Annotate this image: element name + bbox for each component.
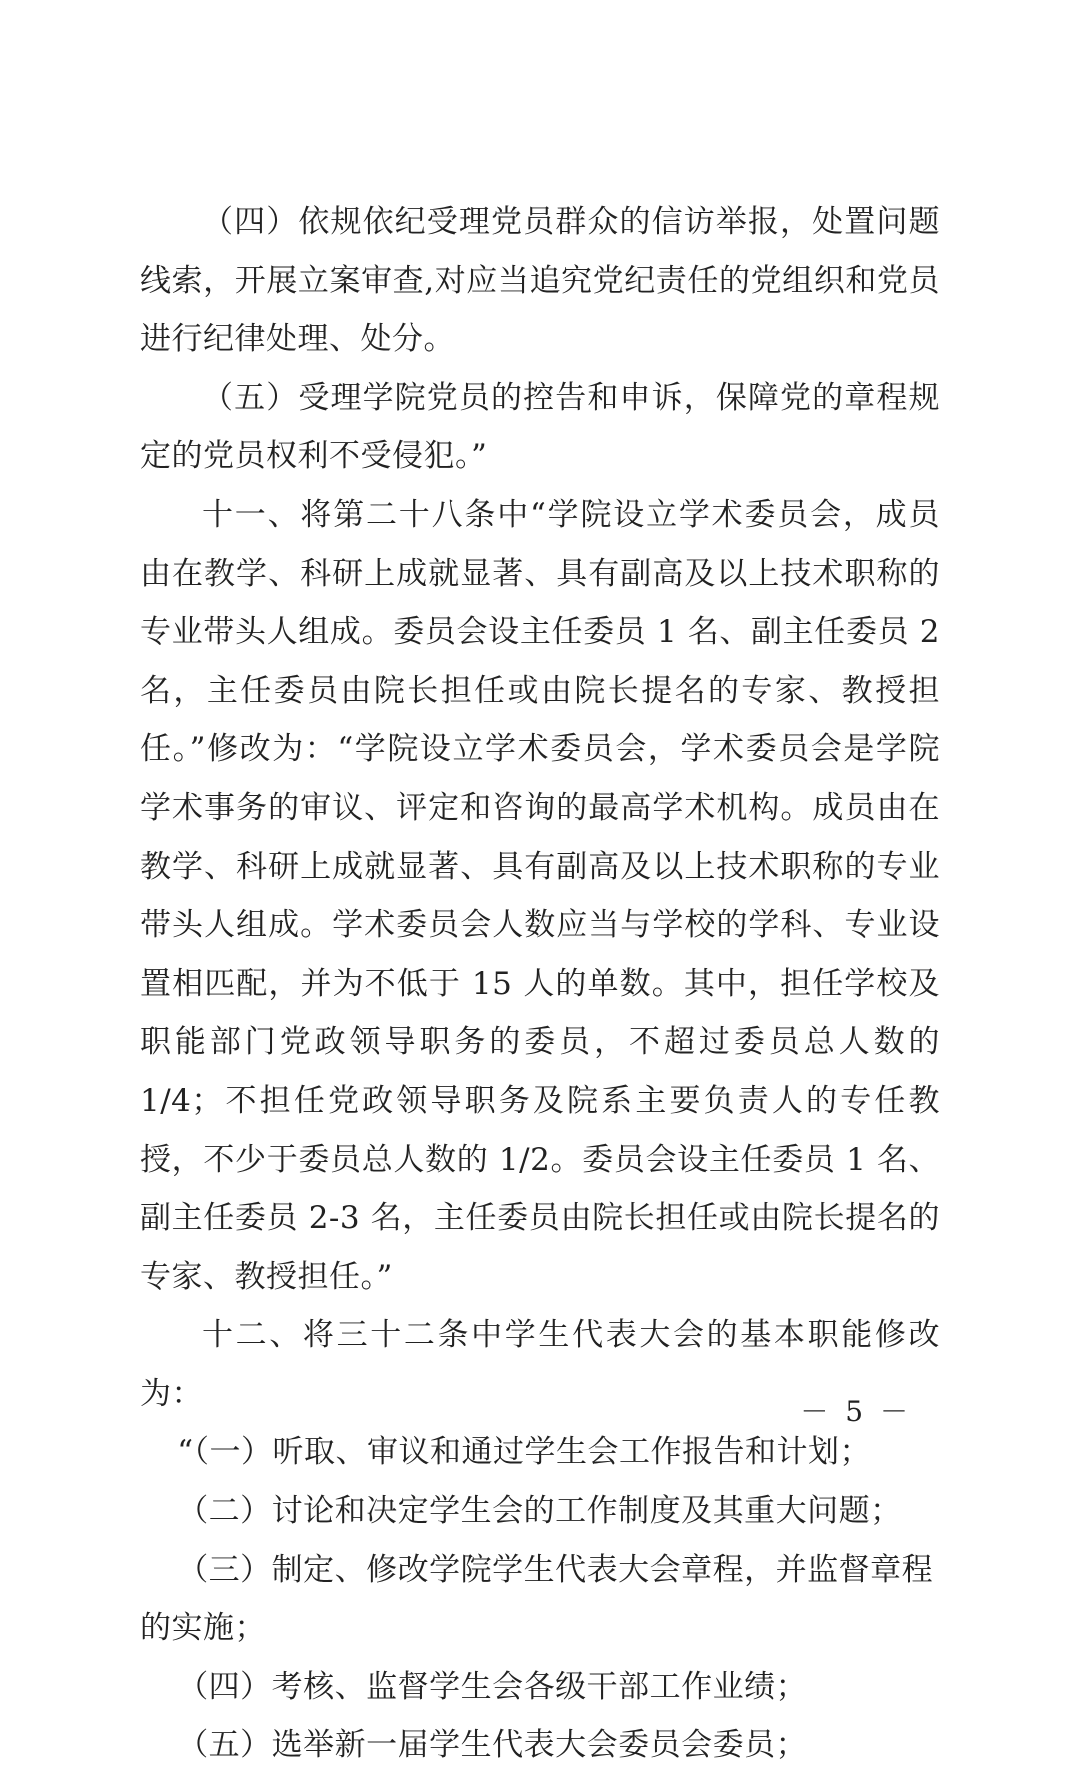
page-number: － 5 － xyxy=(800,1395,912,1428)
function-item-2: （二）讨论和决定学生会的工作制度及其重大问题； xyxy=(177,1493,902,1530)
function-item-1: “（一）听取、审议和通过学生会工作报告和计划； xyxy=(177,1434,872,1471)
paragraph-item-five: （五）受理学院党员的控告和申诉，保障党的章程规定的党员权利不受侵犯。” xyxy=(140,379,940,475)
document-body xyxy=(140,193,940,1775)
paragraph-twelve: 十二、将三十二条中学生代表大会的基本职能修改为： xyxy=(140,1317,940,1412)
function-item-3: （三）制定、修改学院学生代表大会章程，并监督章程的实施； xyxy=(140,1551,934,1647)
function-item-5: （五）选举新一届学生代表大会委员会委员； xyxy=(177,1727,808,1764)
paragraph-eleven: 十一、将第二十八条中“学院设立学术委员会，成员由在教学、科研上成就显著、具有副高及以上技术职称的专业带头人组成。委员会设主任委员 1 名、副主任委员 2 名，主任委员由院长担任或由院长提名的专家、教授担任。”修改为：“学院设立学术委员会，学术委员会是学院学术事务的审议、评定和咨询的最高学术机构。成员由在教学、科研上成就显著、具有副高及以上技术职称的专业带头人组成。学术委员会人数应当与学校的学科、专业设置相匹配，并为不低于 15 人的单数。其中，担任学校及职能部门党政领导职务的委员，不超过委员总人数的 1/4；不担任党政领导职务及院系主要负责人的专任教授，不少于委员总人数的 1/2。委员会设主任委员 1 名、副主任委员 2-3 名，主任委员由院长担任或由院长提名的专家、教授担任。” xyxy=(140,496,940,1295)
paragraph-item-four: （四）依规依纪受理党员群众的信访举报，处置问题线索，开展立案审查,对应当追究党纪责任的党组织和党员进行纪律处理、处分。 xyxy=(140,204,940,358)
function-item-4: （四）考核、监督学生会各级干部工作业绩； xyxy=(177,1668,808,1705)
